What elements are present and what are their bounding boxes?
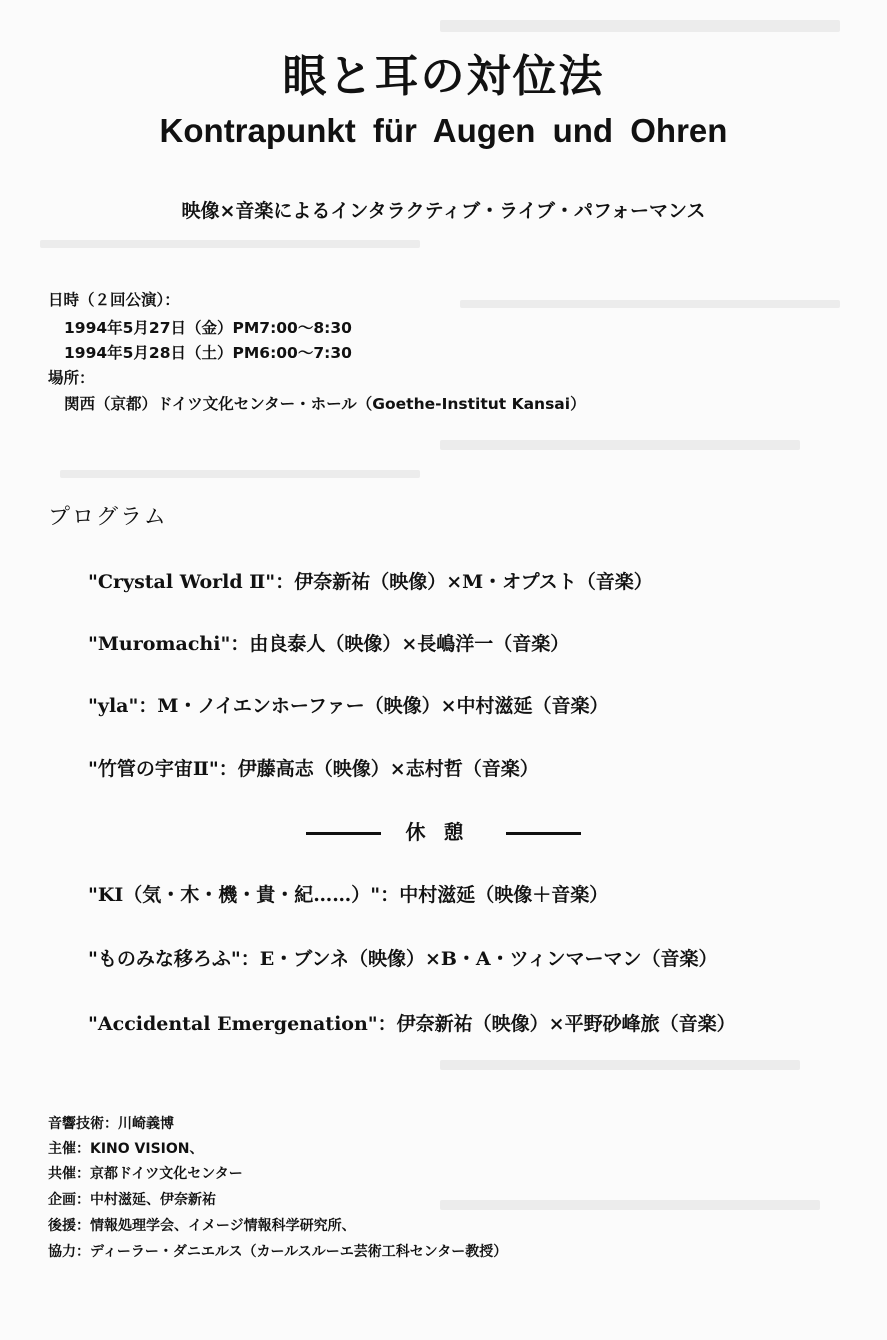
intermission [0, 816, 887, 845]
credit-cooperation: 協力：ディーラー・ダニエルス（カールスルーエ芸術工科センター教授） [48, 1244, 508, 1260]
credit-planning: 企画：中村滋延、伊奈新祐 [48, 1192, 216, 1208]
title-japanese: 眼と耳の対位法 [282, 51, 605, 102]
program-heading: プログラム [48, 505, 168, 530]
schedule-label: 日時（２回公演）： [48, 291, 180, 309]
show-through-shadow [460, 300, 840, 308]
show-through-shadow [440, 20, 840, 32]
schedule-date-1: 1994年5月27日（金）PM7:00～8:30 [64, 319, 352, 337]
program-item: "KI（気・木・機・貴・紀……）"：中村滋延（映像＋音楽） [88, 884, 609, 906]
program-item: "竹管の宇宙Ⅱ"：伊藤高志（映像）×志村哲（音楽） [88, 758, 539, 780]
intermission-rule-right [506, 832, 581, 835]
title-german: Kontrapunkt für Augen und Ohren [159, 112, 728, 149]
show-through-shadow [440, 440, 800, 450]
program-item: "Crystal World Ⅱ"：伊奈新祐（映像）×M・オプスト（音楽） [88, 571, 653, 593]
subtitle: 映像×音楽によるインタラクティブ・ライブ・パフォーマンス [181, 200, 706, 222]
venue-label: 場所： [48, 369, 95, 387]
program-item: "Muromachi"：由良泰人（映像）×長嶋洋一（音楽） [88, 633, 570, 655]
show-through-shadow [40, 240, 420, 248]
intermission-label: 休憩 [405, 820, 482, 844]
credit-sound: 音響技術：川崎義博 [48, 1116, 174, 1132]
credit-support: 後援：情報処理学会、イメージ情報科学研究所、 [48, 1218, 356, 1234]
program-item: "Accidental Emergenation"：伊奈新祐（映像）×平野砂峰旅（音楽） [88, 1013, 736, 1035]
intermission-rule-left [306, 832, 381, 835]
schedule-date-2: 1994年5月28日（土）PM6:00～7:30 [64, 344, 352, 362]
program-item: "ものみな移ろふ"：E・ブンネ（映像）×B・A・ツィンマーマン（音楽） [88, 948, 718, 970]
venue-name: 関西（京都）ドイツ文化センター・ホール（Goethe-Institut Kansai） [64, 395, 586, 413]
show-through-shadow [440, 1200, 820, 1210]
show-through-shadow [60, 470, 420, 478]
program-item: "yla"：M・ノイエンホーファー（映像）×中村滋延（音楽） [88, 695, 609, 717]
show-through-shadow [440, 1060, 800, 1070]
credit-organizer: 主催：KINO VISION、 [48, 1141, 204, 1157]
credit-co-organizer: 共催：京都ドイツ文化センター [48, 1166, 243, 1182]
